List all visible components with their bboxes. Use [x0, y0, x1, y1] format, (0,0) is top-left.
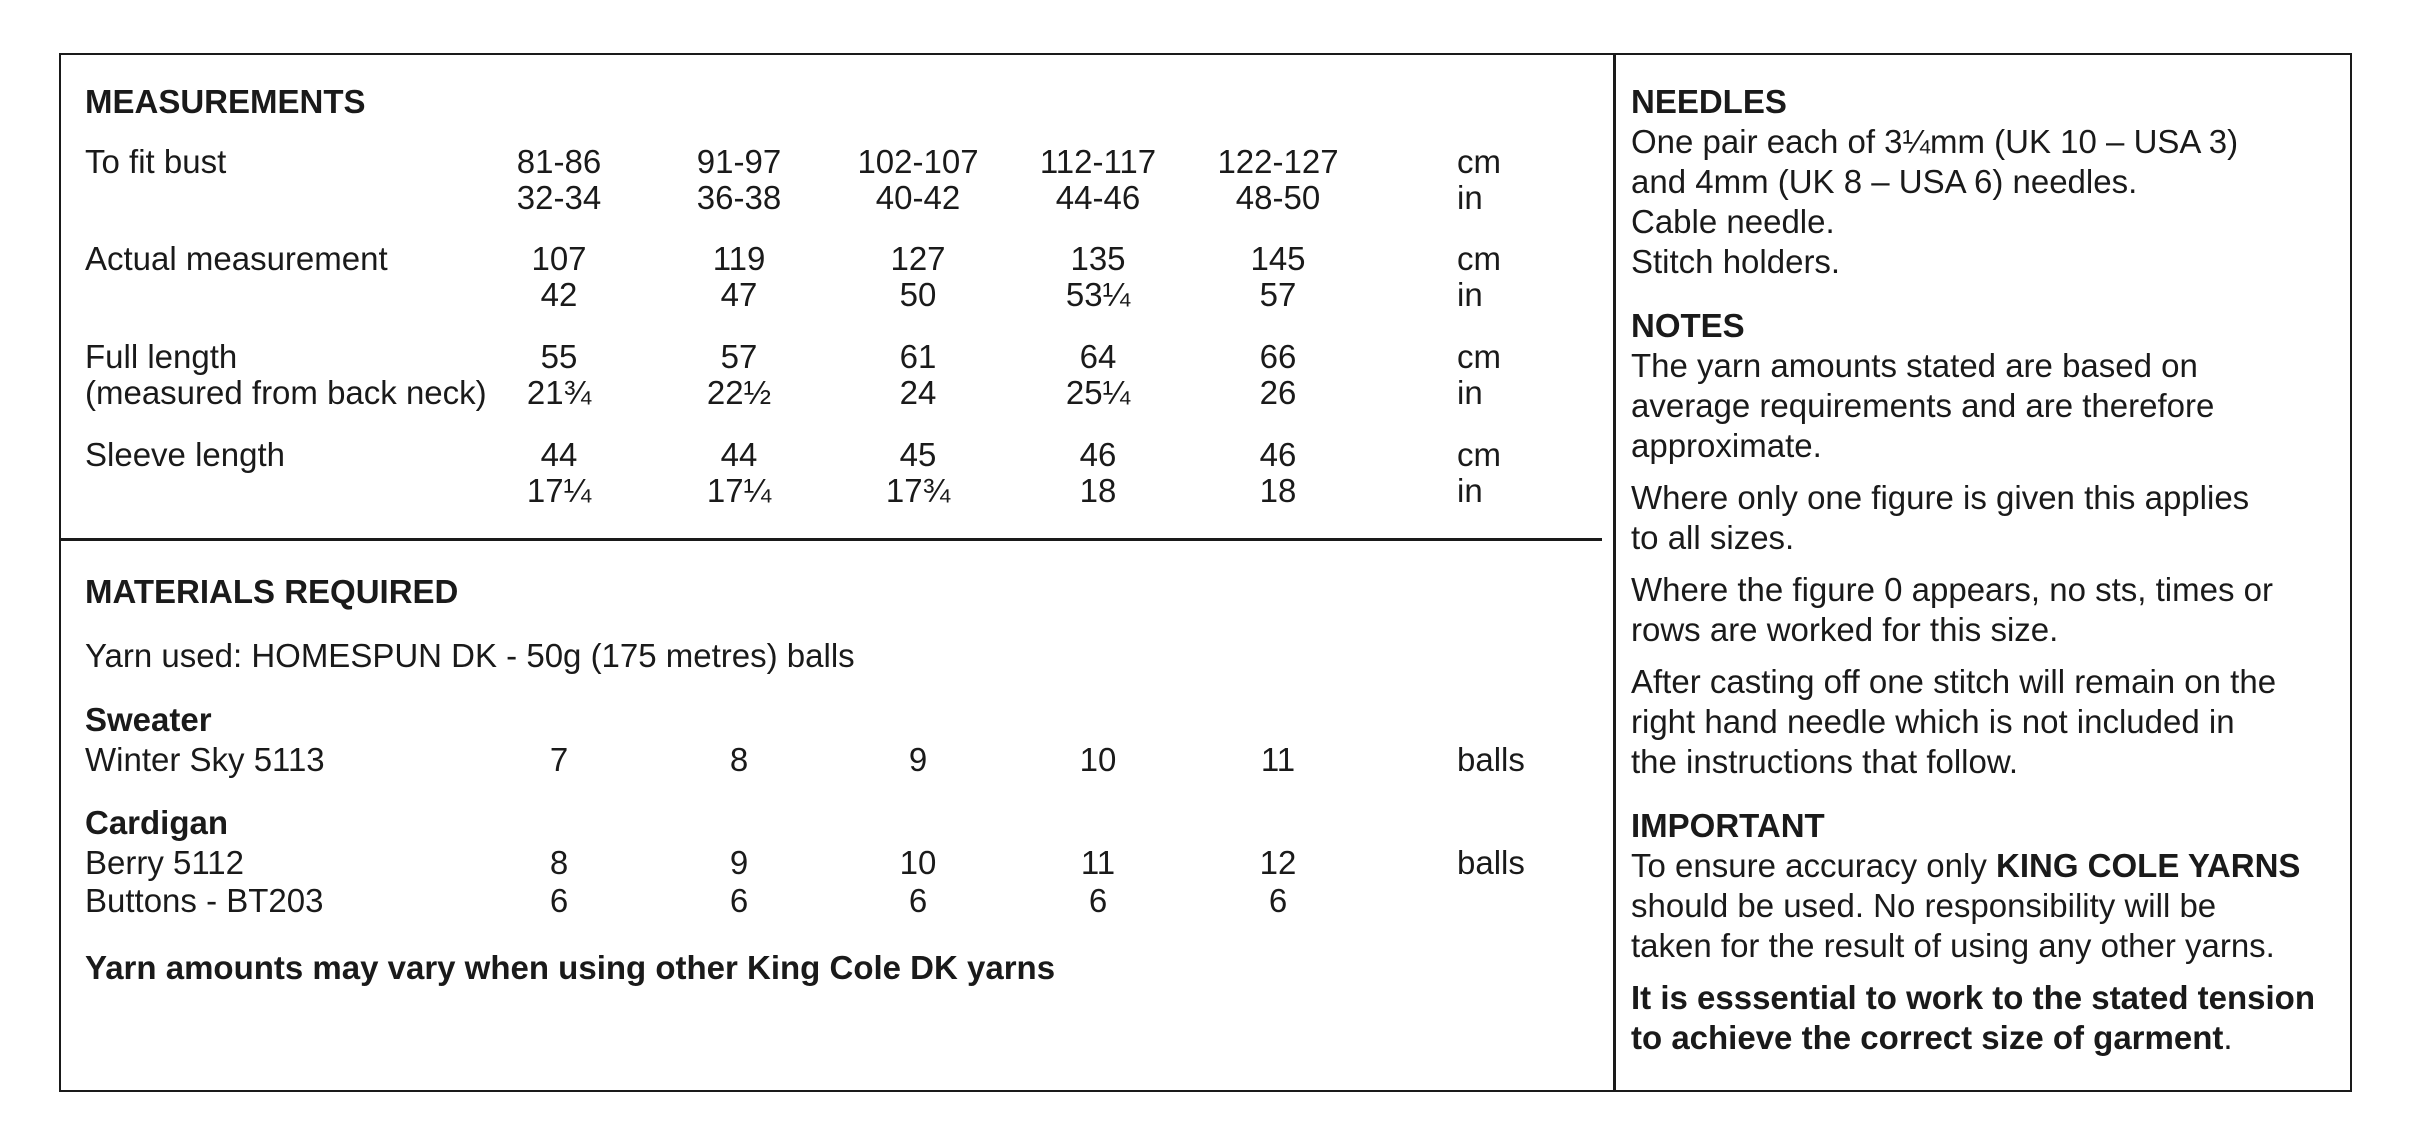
row-label-full-length: Full length [85, 338, 238, 375]
cell: 135 [1070, 240, 1126, 277]
row-label-full-length-note: (measured from back neck) [85, 374, 487, 411]
cell: 53¼ [1065, 276, 1131, 313]
cell: 17¼ [706, 472, 772, 509]
cell: 145 [1250, 240, 1306, 277]
cell: 44 [540, 436, 578, 473]
tension-warning: It is esssential to work to the stated tension [1631, 979, 2315, 1016]
cell: 66 [1259, 338, 1297, 375]
cell: 26 [1259, 374, 1297, 411]
needles-line: Stitch holders. [1631, 243, 1841, 280]
cell: 11 [1080, 844, 1116, 881]
row-label-sleeve-length: Sleeve length [85, 436, 285, 473]
cell: 44 [720, 436, 758, 473]
unit-cm: cm [1457, 143, 1501, 180]
needles-heading: NEEDLES [1631, 83, 1787, 120]
cell: 7 [549, 741, 569, 778]
cell: 6 [1268, 882, 1288, 919]
cardigan-item: Berry 5112 [85, 844, 244, 881]
needles-line: One pair each of 3¼mm (UK 10 – USA 3) [1631, 123, 2239, 160]
cell: 46 [1079, 436, 1117, 473]
unit-balls: balls [1457, 741, 1525, 778]
cell: 91-97 [696, 143, 782, 180]
notes-line: average requirements and are therefore [1631, 387, 2215, 424]
cell: 18 [1079, 472, 1117, 509]
unit-balls: balls [1457, 844, 1525, 881]
unit-in: in [1457, 276, 1483, 313]
section-divider [59, 538, 1602, 541]
cell: 10 [1079, 741, 1117, 778]
notes-heading: NOTES [1631, 307, 1745, 344]
cell: 36-38 [696, 179, 782, 216]
needles-line: and 4mm (UK 8 – USA 6) needles. [1631, 163, 2138, 200]
yarn-note: Yarn amounts may vary when using other King Cole DK yarns [85, 949, 1056, 986]
tension-warning-end: . [2223, 1019, 2233, 1056]
cell: 42 [540, 276, 578, 313]
measurements-heading: MEASUREMENTS [85, 83, 366, 120]
column-divider [1613, 53, 1616, 1092]
cell: 9 [729, 844, 749, 881]
materials-heading: MATERIALS REQUIRED [85, 573, 459, 610]
cell: 47 [720, 276, 758, 313]
cell: 11 [1260, 741, 1296, 778]
cell: 21¾ [526, 374, 592, 411]
cell: 61 [899, 338, 937, 375]
cell: 22½ [706, 374, 772, 411]
unit-in: in [1457, 179, 1483, 216]
row-label-to-fit-bust: To fit bust [85, 143, 227, 180]
cell: 122-127 [1217, 143, 1339, 180]
cell: 8 [549, 844, 569, 881]
cell: 57 [1259, 276, 1297, 313]
cell: 18 [1259, 472, 1297, 509]
cell: 9 [908, 741, 928, 778]
unit-cm: cm [1457, 436, 1501, 473]
needles-line: Cable needle. [1631, 203, 1835, 240]
cell: 45 [899, 436, 937, 473]
cell: 55 [540, 338, 578, 375]
cell: 6 [908, 882, 928, 919]
tension-warning-bold: to achieve the correct size of garment [1631, 1019, 2224, 1056]
notes-line: Where the figure 0 appears, no sts, times or [1631, 571, 2273, 608]
cell: 48-50 [1235, 179, 1321, 216]
notes-line: approximate. [1631, 427, 1822, 464]
cell: 44-46 [1055, 179, 1141, 216]
unit-in: in [1457, 472, 1483, 509]
tension-warning-line [1631, 1020, 2233, 1056]
row-label-actual-measurement: Actual measurement [85, 240, 388, 277]
unit-cm: cm [1457, 338, 1501, 375]
important-line: should be used. No responsibility will be [1631, 887, 2217, 924]
cell: 64 [1079, 338, 1117, 375]
cell: 50 [899, 276, 937, 313]
notes-line: rows are worked for this size. [1631, 611, 2059, 648]
notes-line: After casting off one stitch will remain on the [1631, 663, 2277, 700]
sweater-item: Winter Sky 5113 [85, 741, 325, 778]
cell: 12 [1259, 844, 1297, 881]
important-line [1631, 848, 2300, 884]
buttons-item: Buttons - BT203 [85, 882, 324, 919]
cell: 6 [729, 882, 749, 919]
sweater-heading: Sweater [85, 701, 212, 738]
notes-line: Where only one figure is given this applies [1631, 479, 2250, 516]
cell: 127 [890, 240, 946, 277]
cell: 6 [1088, 882, 1108, 919]
important-line: taken for the result of using any other yarns. [1631, 927, 2275, 964]
cell: 119 [712, 240, 766, 277]
unit-cm: cm [1457, 240, 1501, 277]
notes-line: to all sizes. [1631, 519, 1795, 556]
cell: 57 [720, 338, 758, 375]
cell: 107 [531, 240, 587, 277]
cell: 10 [899, 844, 937, 881]
notes-line: right hand needle which is not included in [1631, 703, 2235, 740]
cell: 102-107 [857, 143, 979, 180]
cell: 24 [899, 374, 937, 411]
notes-line: the instructions that follow. [1631, 743, 2019, 780]
unit-in: in [1457, 374, 1483, 411]
cell: 46 [1259, 436, 1297, 473]
cell: 6 [549, 882, 569, 919]
cell: 32-34 [516, 179, 602, 216]
cell: 17¾ [885, 472, 951, 509]
cell: 17¼ [526, 472, 592, 509]
yarn-used: Yarn used: HOMESPUN DK - 50g (175 metres) balls [85, 637, 855, 674]
brand-name: KING COLE YARNS [1996, 847, 2301, 884]
important-text: To ensure accuracy only [1631, 847, 1997, 884]
cell: 8 [729, 741, 749, 778]
cell: 112-117 [1039, 143, 1157, 180]
notes-line: The yarn amounts stated are based on [1631, 347, 2198, 384]
cell: 81-86 [516, 143, 602, 180]
cell: 25¼ [1065, 374, 1131, 411]
cell: 40-42 [875, 179, 961, 216]
cardigan-heading: Cardigan [85, 804, 229, 841]
important-heading: IMPORTANT [1631, 807, 1825, 844]
